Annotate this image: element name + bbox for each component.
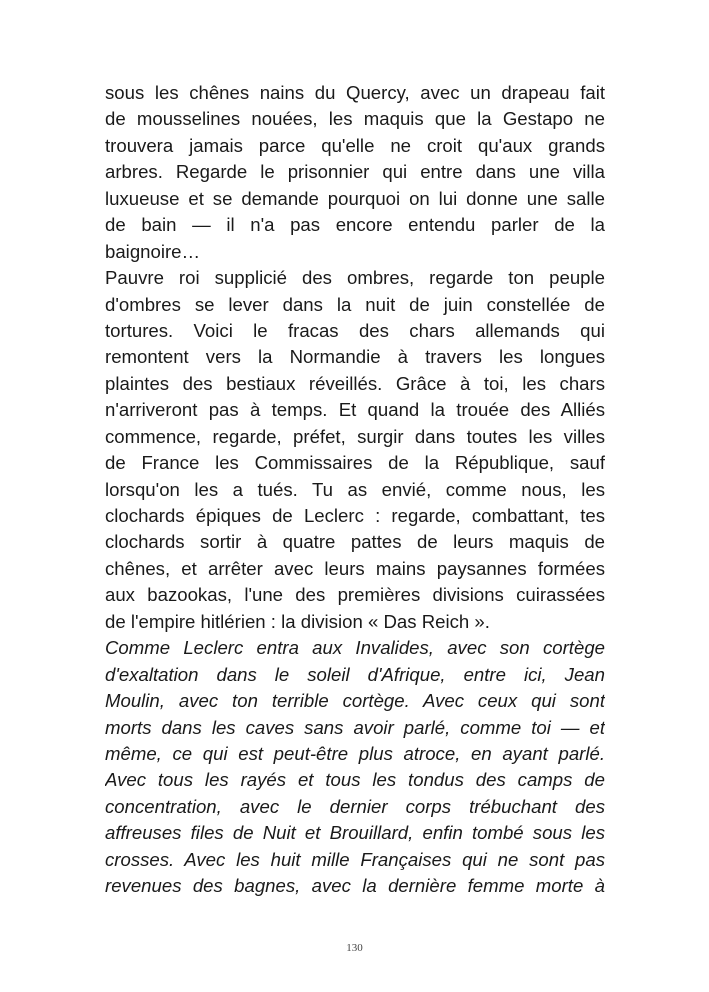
text-line: commence, regarde, préfet, surgir dans toutes les villes — [105, 425, 605, 447]
text-line: de mousselines nouées, les maquis que la Gestapo ne — [105, 108, 605, 130]
text-line: de France les Commissaires de la République, sauf — [105, 452, 605, 474]
text-line: même, ce qui est peut-être plus atroce, en ayant parlé. — [105, 742, 605, 764]
text-line: Moulin, avec ton terrible cortège. Avec ceux qui sont — [105, 690, 605, 712]
paragraph-2 — [105, 265, 605, 635]
text-line: sous les chênes nains du Quercy, avec un drapeau fait — [105, 82, 605, 103]
paragraph-3-italic — [105, 635, 605, 899]
text-line: remontent vers la Normandie à travers les longues — [105, 346, 605, 368]
text-line: plaintes des bestiaux réveillés. Grâce à toi, les chars — [105, 372, 605, 394]
text-line: concentration, avec le dernier corps trébuchant des — [105, 795, 605, 817]
text-line: crosses. Avec les huit mille Françaises qui ne sont pas — [105, 848, 605, 870]
text-line: trouvera jamais parce qu'elle ne croit qu'aux grands — [105, 134, 605, 156]
text-line: lorsqu'on les a tués. Tu as envié, comme nous, les — [105, 478, 605, 500]
text-line: Pauvre roi supplicié des ombres, regarde ton peuple — [105, 267, 605, 289]
paragraph-1 — [105, 80, 605, 265]
text-line: clochards sortir à quatre pattes de leurs maquis de — [105, 531, 605, 553]
text-line: affreuses files de Nuit et Brouillard, enfin tombé sous les — [105, 822, 605, 844]
body-text — [105, 80, 605, 900]
text-line: arbres. Regarde le prisonnier qui entre dans une villa — [105, 161, 605, 183]
text-line: revenues des bagnes, avec la dernière femme morte à — [105, 875, 605, 897]
page-number: 130 — [346, 942, 363, 954]
text-line: luxueuse et se demande pourquoi on lui donne une salle — [105, 187, 605, 209]
text-line: Avec tous les rayés et tous les tondus des camps de — [105, 769, 605, 791]
text-line: d'ombres se lever dans la nuit de juin constellée de — [105, 293, 605, 315]
text-line: tortures. Voici le fracas des chars allemands qui — [105, 319, 605, 341]
text-line: de bain — il n'a pas encore entendu parler de la — [105, 214, 605, 236]
text-line: chênes, et arrêter avec leurs mains paysannes formées — [105, 557, 605, 579]
text-line: de l'empire hitlérien : la division « Das Reich ». — [105, 610, 490, 632]
text-line: baignoire… — [105, 240, 201, 262]
text-line: aux bazookas, l'une des premières divisions cuirassées — [105, 584, 605, 606]
text-line: morts dans les caves sans avoir parlé, comme toi — et — [105, 716, 605, 738]
text-line: clochards épiques de Leclerc : regarde, combattant, tes — [105, 505, 605, 526]
text-line: d'exaltation dans le soleil d'Afrique, entre ici, Jean — [105, 663, 605, 685]
text-line: Comme Leclerc entra aux Invalides, avec son cortège — [105, 637, 605, 659]
text-line: n'arriveront pas à temps. Et quand la trouée des Alliés — [105, 399, 605, 421]
